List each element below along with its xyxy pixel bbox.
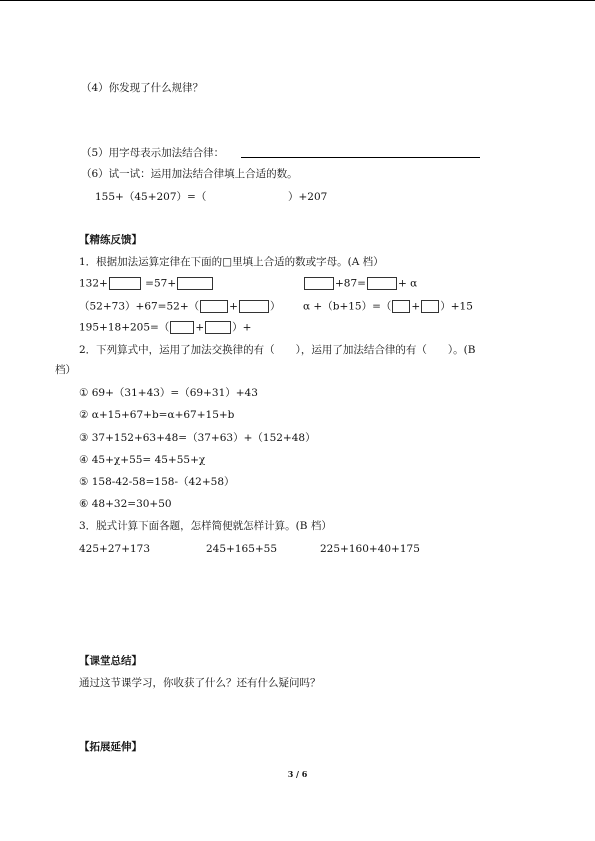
option-1: ① 69+（31+43）=（69+31）+43 <box>79 387 258 399</box>
section-heading-practice: 【精练反馈】 <box>79 234 142 246</box>
question-5: （5）用字母表示加法结合律： <box>81 147 225 159</box>
exercise-2-text-cont: 档） <box>55 364 76 376</box>
exercise-2-text: 2．下列算式中，运用了加法交换律的有（ ），运用了加法结合律的有（ ）。(B <box>79 344 476 356</box>
section-heading-summary: 【课堂总结】 <box>79 655 142 667</box>
answer-line <box>241 157 480 158</box>
try-expression-right: ）+207 <box>288 191 328 203</box>
summary-question: 通过这节课学习，你收获了什么？还有什么疑问吗？ <box>79 677 321 689</box>
option-5: ⑤ 158-42-58=158-（42+58） <box>79 476 235 488</box>
answer-box[interactable] <box>109 277 141 290</box>
option-2: ② α+15+67+b=α+67+15+b <box>79 409 235 421</box>
exercise-1-row-1b <box>303 277 417 291</box>
answer-box[interactable] <box>205 321 231 334</box>
answer-box[interactable] <box>392 300 410 313</box>
option-3: ③ 37+152+63+48=（37+63）+（152+48） <box>79 432 316 444</box>
expr-text: +87= <box>335 277 366 290</box>
expr-text: ） <box>269 300 281 313</box>
page-top-rule <box>0 0 595 1</box>
question-6: （6）试一试：运用加法结合律填上合适的数。 <box>81 168 298 180</box>
option-6: ⑥ 48+32=30+50 <box>79 498 172 510</box>
answer-box[interactable] <box>304 277 334 290</box>
answer-box[interactable] <box>200 300 228 313</box>
exercise-1-row-2a <box>79 300 280 314</box>
expr-text: + <box>195 321 205 334</box>
try-expression-left: 155+（45+207）=（ <box>95 191 207 203</box>
calc-1: 425+27+173 <box>79 543 151 555</box>
expr-text: 195+18+205=（ <box>79 321 170 334</box>
section-heading-extension: 【拓展延伸】 <box>79 741 142 753</box>
option-4: ④ 45+χ+55= 45+55+χ <box>79 454 206 466</box>
answer-box[interactable] <box>367 277 397 290</box>
exercise-1-row-3 <box>79 321 251 335</box>
exercise-1-row-2b <box>303 300 473 314</box>
expr-text: α +（b+15）=（ <box>303 300 392 313</box>
expr-text: + <box>411 300 421 313</box>
calc-3: 225+160+40+175 <box>320 543 420 555</box>
expr-text: =57+ <box>141 277 177 290</box>
calc-2: 245+165+55 <box>206 543 278 555</box>
answer-box[interactable] <box>177 277 213 290</box>
answer-box[interactable] <box>239 300 269 313</box>
expr-text: ）+ <box>232 321 252 334</box>
exercise-1-row-1a <box>79 277 214 291</box>
expr-text: ）+15 <box>440 300 473 313</box>
question-4: （4）你发现了什么规律？ <box>81 82 204 94</box>
answer-box[interactable] <box>421 300 439 313</box>
expr-text: + α <box>397 277 418 290</box>
page-number: 3 / 6 <box>287 769 308 779</box>
answer-box[interactable] <box>170 321 194 334</box>
expr-text: + <box>229 300 238 313</box>
expr-text: 132+ <box>79 277 108 290</box>
exercise-3-text: 3．脱式计算下面各题，怎样简便就怎样计算。(B 档） <box>79 520 332 532</box>
exercise-1-text: 1．根据加法运算定律在下面的□里填上合适的数或字母。(A 档） <box>79 256 384 268</box>
expr-text: （52+73）+67=52+（ <box>79 300 200 313</box>
